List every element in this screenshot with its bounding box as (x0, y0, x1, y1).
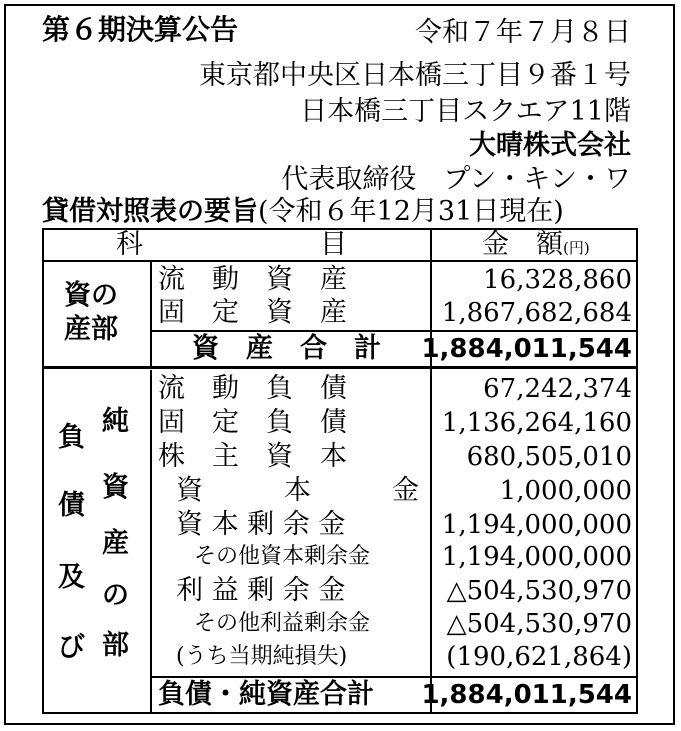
liab-label-col1-0: 負 (58, 422, 85, 453)
notice-title: 第６期決算公告 (42, 13, 239, 46)
balance-sheet-heading: 貸借対照表の要旨 (42, 196, 258, 227)
row-capital-surplus-amount: 1,194,000,000 (441, 510, 632, 540)
header-amount-label: 金 額 (482, 229, 563, 260)
notice-date: 令和７年７月８日 (415, 17, 631, 48)
assets-section-divider (150, 262, 152, 368)
header-subject-2: 目 (320, 229, 347, 260)
row-capital-amount: 1,000,000 (499, 476, 632, 506)
row-current-liabilities-label: 流 動 負 債 (158, 373, 347, 404)
header-subject-1: 科 (116, 229, 143, 260)
liab-label-col2-3: の (102, 580, 129, 611)
row-shareholders-equity-label: 株 主 資 本 (158, 441, 347, 472)
company-address-line2: 日本橋三丁目スクエア11階 (300, 96, 631, 127)
header-amount (482, 229, 590, 264)
row-fixed-liabilities-amount: 1,136,264,160 (441, 408, 632, 438)
liab-label-col2-2: 産 (102, 528, 129, 559)
row-current-assets-label: 流 動 資 産 (158, 264, 347, 295)
liab-total-top-line (150, 676, 636, 678)
row-other-retained-earnings-label: その他利益剰余金 (194, 611, 371, 636)
amount-column-divider (430, 230, 432, 712)
row-other-capital-surplus-amount: 1,194,000,000 (441, 542, 632, 572)
assets-section-label-2: 産部 (64, 314, 118, 345)
assets-section-bottom-line (44, 366, 636, 369)
row-assets-total-label: 資 産 合 計 (192, 333, 381, 364)
row-fixed-assets-label: 固 定 資 産 (158, 297, 347, 328)
row-liab-total-label: 負債・純資産合計 (158, 679, 374, 710)
liab-label-col1-2: 及 (58, 562, 85, 593)
row-current-assets-amount: 16,328,860 (483, 265, 632, 295)
row-net-loss-amount: (190,621,864) (446, 642, 632, 672)
row-fixed-liabilities-label: 固 定 負 債 (158, 407, 347, 438)
assets-section-label-1: 資の (64, 280, 118, 311)
liab-label-col1-1: 債 (58, 490, 85, 521)
company-representative: 代表取締役 プン・キン・ワ (281, 164, 631, 195)
row-retained-earnings-label: 利 益 剰 余 金 (176, 575, 346, 606)
row-current-liabilities-amount: 67,242,374 (483, 374, 632, 404)
row-assets-total-amount: 1,884,011,544 (421, 334, 632, 364)
row-shareholders-equity-amount: 680,505,010 (466, 442, 632, 472)
header-amount-unit: (円) (563, 239, 590, 257)
row-capital-surplus-label: 資 本 剰 余 金 (176, 509, 346, 540)
row-net-loss-label: (うち当期純損失) (176, 644, 348, 669)
row-other-capital-surplus-label: その他資本剰余金 (194, 544, 371, 569)
liab-label-col1-3: び (58, 632, 85, 663)
row-other-retained-earnings-amount: △504,530,970 (446, 609, 632, 639)
liab-label-col2-4: 部 (102, 630, 129, 661)
row-capital-label: 資 本 金 (176, 475, 419, 506)
company-name: 大晴株式会社 (469, 130, 631, 161)
liabilities-section-divider (150, 370, 152, 712)
company-address-line1: 東京都中央区日本橋三丁目９番１号 (199, 60, 631, 91)
row-retained-earnings-amount: △504,530,970 (446, 576, 632, 606)
balance-sheet-title (42, 189, 564, 228)
liab-label-col2-0: 純 (102, 406, 129, 437)
assets-total-top-line (150, 330, 636, 332)
row-liab-total-amount: 1,884,011,544 (421, 680, 632, 710)
row-fixed-assets-amount: 1,867,682,684 (441, 298, 632, 328)
liab-label-col2-1: 資 (102, 472, 129, 503)
balance-sheet-period: (令和６年12月31日現在) (258, 196, 564, 227)
balance-sheet-table (42, 228, 638, 714)
